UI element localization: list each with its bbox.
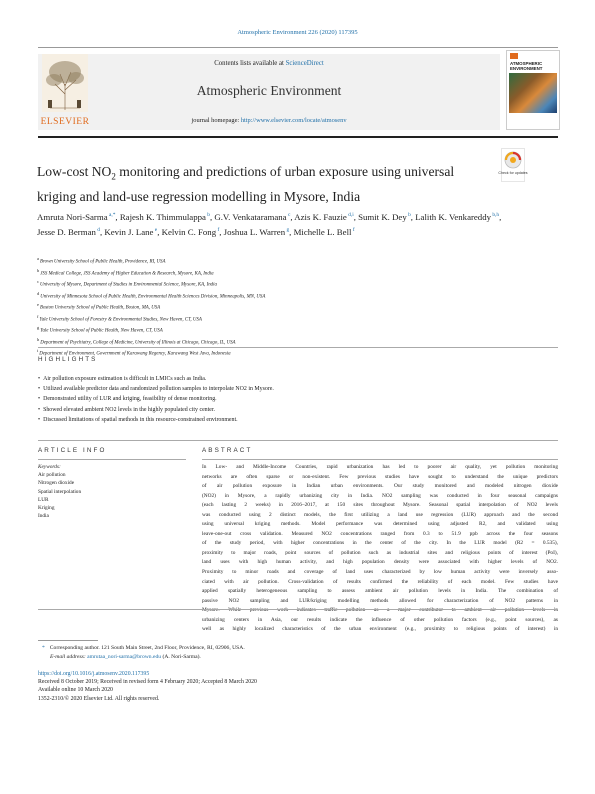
author-name[interactable]: Kelvin C. Fong bbox=[161, 227, 217, 238]
author-name[interactable]: Amruta Nori-Sarma bbox=[37, 211, 108, 222]
author-name[interactable]: Kevin J. Lane bbox=[104, 227, 154, 238]
doi-link[interactable]: https://doi.org/10.1016/j.atmosenv.2020.117395 bbox=[38, 671, 150, 677]
article-info-rule bbox=[38, 459, 186, 460]
abstract-line: leave-one-out cross validation. Measured NO2 concentrations ranged from 0.3 to 51.9 ppb across the four seasons bbox=[202, 530, 558, 537]
email-label: E-mail address: bbox=[50, 654, 86, 660]
abstract-line: proximity to major roads, point sources of pollution such as industrial sites and religious points of interest (PoI), bbox=[202, 549, 558, 556]
abstract-heading: ABSTRACT bbox=[202, 447, 253, 454]
affiliation-text: JSS Medical College, JSS Academy of Higher Education & Research, Mysore, KA, India bbox=[40, 271, 214, 277]
keywords-heading: Keywords: bbox=[38, 464, 61, 470]
journal-citation[interactable]: Atmospheric Environment 226 (2020) 117395 bbox=[237, 29, 358, 36]
abstract-line: (NO2) in Mysore, a rapidly urbanizing city in India. NO2 sampling was conducted in four seasonal campaigns bbox=[202, 492, 558, 499]
sciencedirect-link[interactable]: ScienceDirect bbox=[285, 60, 324, 67]
affiliation-item bbox=[37, 313, 557, 325]
affiliation-item bbox=[37, 278, 557, 290]
abstract-line: (each lasting 2 weeks) in 2016–2017, at 150 sites throughout Mysore. Seasonal spatial interpolation of NO2 levels bbox=[202, 502, 558, 509]
author-affiliation-marker[interactable]: g bbox=[285, 227, 290, 234]
article-title bbox=[37, 162, 477, 206]
affiliation-key: i bbox=[37, 348, 39, 354]
abstract-bottom-rule bbox=[38, 609, 558, 610]
affiliation-text: University of Mysore, Department of Studies in Environmental Science, Mysore, KA, India bbox=[39, 282, 217, 288]
affiliation-text: Boston University School of Public Health, Boston, MA, USA bbox=[39, 305, 161, 311]
affiliation-key: a bbox=[37, 256, 39, 261]
title-subscript: 2 bbox=[111, 171, 116, 182]
history-line: Received 8 October 2019; Received in revised form 4 February 2020; Accepted 8 March 2020 bbox=[38, 679, 257, 686]
email-line bbox=[38, 653, 558, 662]
highlight-item: • Discussed limitations of spatial methods in this resource-constrained environment. bbox=[38, 415, 558, 425]
abstract-line: of air pollution exposure in Indian urban environments. Our study monitored and modeled nitrogen dioxide bbox=[202, 483, 558, 490]
affiliation-key: g bbox=[37, 325, 40, 331]
author-affiliation-marker[interactable]: f bbox=[216, 227, 220, 234]
keyword-item[interactable]: Air pollution bbox=[38, 472, 66, 479]
affiliation-text: Brown University School of Public Health, Providence, RI, USA bbox=[39, 259, 166, 265]
highlight-item: • Utilized available predictor data and randomized pollution samples to interpolate NO2 in Mysore. bbox=[38, 384, 558, 394]
article-history bbox=[38, 670, 558, 703]
affiliation-key: c bbox=[37, 279, 39, 285]
affiliation-item bbox=[37, 290, 557, 302]
author-name[interactable]: Jesse D. Berman bbox=[37, 227, 96, 238]
cover-publisher-mark bbox=[510, 53, 518, 59]
highlight-item: • Air pollution exposure estimation is difficult in LMICs such as India. bbox=[38, 374, 558, 384]
author-affiliation-marker[interactable]: a,* bbox=[107, 212, 116, 218]
title-part1: Low-cost NO bbox=[37, 164, 112, 179]
author-affiliation-marker[interactable]: b bbox=[406, 212, 411, 218]
journal-cover-thumbnail[interactable] bbox=[506, 50, 560, 130]
author-affiliation-marker[interactable]: f bbox=[351, 227, 355, 234]
highlights-heading: HIGHLIGHTS bbox=[38, 356, 98, 363]
author-name[interactable]: G.V. Venkataramana bbox=[214, 211, 287, 222]
author-affiliation-marker[interactable]: b,h bbox=[491, 212, 500, 218]
author-name[interactable]: Azis K. Fauzie bbox=[294, 211, 347, 222]
footnote-marker[interactable]: * bbox=[42, 645, 45, 651]
keyword-item[interactable]: Spatial interpolation bbox=[38, 488, 82, 495]
abstract-line: ciated with air pollution. Cross-validation of results confirmed the reliability of each model. Few studies have bbox=[202, 578, 558, 585]
abstract-line: was conducted using 2 distinct models, the first utilizing a land use regression (LUR) approach and the second bbox=[202, 511, 558, 518]
header-bottom-rule bbox=[38, 136, 558, 138]
affiliation-text: Department of Environment, Government of Karawang Regency, Karawang West Java, Indonesia bbox=[39, 351, 231, 357]
author-name[interactable]: Lalith K. Venkareddy bbox=[415, 211, 492, 222]
affiliation-key: d bbox=[37, 290, 40, 296]
affiliation-item bbox=[37, 255, 557, 267]
affiliation-item bbox=[37, 324, 557, 336]
affiliation-key: b bbox=[37, 267, 40, 273]
journal-title: Atmospheric Environment bbox=[196, 83, 342, 98]
affiliation-text: Yale University School of Public Health, New Haven, CT, USA bbox=[40, 328, 163, 334]
author-list: Amruta Nori-Sarma $^{a,*}$, Rajesh K. Thimmulappa $^b$, G.V. Venkataramana $^c$, Azis K. Fauzie $^{d,i}$, Sumit K. Dey $^b$, Lalith K. Venkareddy $^{b,h}$, Jesse D. Berman $^d$, Kevin J. Lane $^e$, Kelvin C. Fong $^f$, Joshua L. Warren $^g$, Michelle L. Bell $^f$ bbox=[37, 211, 502, 238]
affiliation-item bbox=[37, 336, 557, 348]
abstract-line: well as highly localized characteristics of the urban environment (e.g., proximity to religious points of interest) in bbox=[202, 626, 558, 633]
footnote-rule bbox=[38, 640, 98, 641]
title-part2: monitoring and predictions of urban exposure using universal kriging and land-use regression modelling in Mysore, India bbox=[37, 164, 455, 204]
abstract-line: urbanizing centers in Asia, our results indicate the influence of other pollution factors (e.g., point sources), as bbox=[202, 616, 558, 623]
abstract-line: passive NO2 sampling and LUR/kriging modelling methods allowed for characterization of NO2 patterns in bbox=[202, 597, 558, 604]
affiliation-key: f bbox=[37, 313, 39, 319]
check-for-updates-icon[interactable] bbox=[498, 148, 528, 182]
cover-image bbox=[509, 73, 557, 113]
abstract-line: Proximity to minor roads and coverage of land uses characterized by low human activity were inversely asso- bbox=[202, 569, 558, 576]
author-name[interactable]: Michelle L. Bell bbox=[293, 227, 352, 238]
copyright-line: 1352-2310/© 2020 Elsevier Ltd. All rights reserved. bbox=[38, 695, 160, 702]
abstract-line: of the study period, with higher concentrations in the center of the city. In the LUR model (R2 = 0.535), bbox=[202, 540, 558, 547]
author-affiliation-marker[interactable]: d bbox=[95, 227, 100, 234]
article-info-top-rule bbox=[38, 440, 558, 441]
homepage-line bbox=[38, 117, 500, 124]
author-name[interactable]: Joshua L. Warren bbox=[223, 227, 286, 238]
keyword-list bbox=[38, 471, 188, 520]
contents-line bbox=[38, 60, 500, 67]
affiliation-key: h bbox=[37, 336, 40, 342]
affiliation-text: Yale University School of Forestry & Environmental Studies, New Haven, CT, USA bbox=[39, 317, 202, 323]
affiliation-text: University of Minnesota School of Public Health, Environmental Health Sciences Division, Minneapolis, MN, USA bbox=[40, 294, 266, 300]
abstract-line: land uses with high human activity, and high population density were associated with higher levels of NO2. bbox=[202, 559, 558, 566]
elsevier-wordmark: ELSEVIER bbox=[40, 117, 90, 127]
keywords-block bbox=[38, 463, 188, 520]
keyword-item[interactable]: Nitrogen dioxide bbox=[38, 480, 75, 487]
email-suffix: (A. Nori-Sarma). bbox=[162, 654, 201, 660]
abstract-line: using universal kriging methods. Model performance was determined using adjusted R2, and validated using bbox=[202, 521, 558, 528]
keyword-item[interactable]: India bbox=[38, 513, 49, 520]
highlight-item: • Demonstrated utility of LUR and kriging, feasibility of dense monitoring. bbox=[38, 394, 558, 404]
affiliation-item bbox=[37, 267, 557, 279]
homepage-prefix: journal homepage: bbox=[191, 117, 241, 124]
cover-title: ATMOSPHERIC ENVIRONMENT bbox=[510, 61, 543, 71]
affiliation-list bbox=[37, 255, 557, 359]
affiliation-key: e bbox=[37, 302, 39, 308]
corresponding-author-text: Corresponding author. 121 South Main Street, 2nd Floor, Providence, RI, 02906, USA. bbox=[49, 645, 245, 651]
abstract-line: Mysore. While previous work indicates traffic pollution as a major contributor to ambient air pollution levels in bbox=[202, 607, 558, 614]
contents-prefix: Contents lists available at bbox=[214, 60, 286, 67]
keyword-item[interactable]: LUR bbox=[38, 496, 49, 503]
article-info-heading: ARTICLE INFO bbox=[38, 447, 107, 454]
online-line: Available online 10 March 2020 bbox=[38, 687, 113, 694]
author-affiliation-marker[interactable]: e bbox=[153, 227, 158, 234]
email-link[interactable]: amrutaa_nori-sarma@brown.edu bbox=[87, 654, 162, 660]
author-affiliation-marker[interactable]: b bbox=[205, 212, 210, 218]
affiliation-item bbox=[37, 347, 557, 359]
highlights-list bbox=[38, 374, 558, 425]
keyword-item[interactable]: Kriging bbox=[38, 505, 55, 512]
affiliation-item bbox=[37, 301, 557, 313]
abstract-line: networks are often sparse or non-existent. Few previous studies have sought to understand the unique predictors bbox=[202, 473, 558, 480]
author-affiliation-marker[interactable]: c bbox=[286, 212, 291, 218]
highlights-top-rule bbox=[38, 347, 558, 348]
homepage-link[interactable]: http://www.elsevier.com/locate/atmosenv bbox=[240, 117, 347, 124]
abstract-rule bbox=[202, 459, 558, 460]
author-name[interactable]: Sumit K. Dey bbox=[358, 211, 407, 222]
affiliation-text: Department of Psychiatry, College of Medicine, University of Illinois at Chicago, Chicago, IL, USA bbox=[40, 340, 236, 346]
author-name[interactable]: Rajesh K. Thimmulappa bbox=[119, 211, 206, 222]
corresponding-author-line bbox=[38, 644, 558, 653]
abstract-line: In Low- and Middle-Income Countries, rapid urbanization has led to poorer air quality, yet pollution monitoring bbox=[202, 464, 558, 470]
highlight-item: • Showed elevated ambient NO2 levels in the highly populated city center. bbox=[38, 405, 558, 415]
top-rule bbox=[38, 47, 558, 48]
abstract-line: applied spatially heterogeneous sampling to assess ambient air pollution levels in India. The combination of bbox=[202, 588, 558, 595]
check-updates-text: Check for updates bbox=[498, 171, 528, 175]
corresponding-footnote bbox=[38, 644, 558, 662]
author-affiliation-marker[interactable]: d,i bbox=[346, 212, 354, 218]
